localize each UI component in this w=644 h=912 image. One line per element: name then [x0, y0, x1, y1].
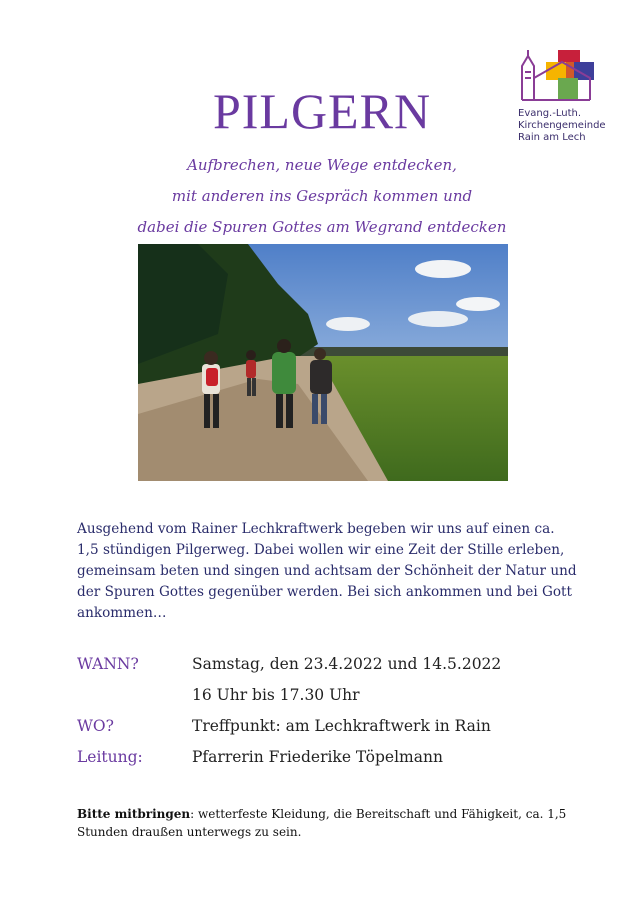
detail-value: Samstag, den 23.4.2022 und 14.5.2022: [192, 654, 502, 673]
page-title: PILGERN: [212, 83, 432, 139]
pilgrims-photo: [138, 244, 508, 481]
detail-label: WO?: [77, 716, 114, 735]
event-details: [77, 648, 597, 772]
detail-row-time: [77, 679, 597, 710]
intro-text: Ausgehend vom Rainer Lechkraftwerk begeben wir uns auf einen ca. 1,5 stündigen Pilgerweg. Dabei wollen wir eine Zeit der Stille erleben, gemeinsam beten und singen und achtsam der Schönheit der Natur und der Spuren Gottes gegenüber werden. Bei sich ankommen und bei Gott ankommen…: [77, 521, 577, 621]
detail-row-leader: [77, 741, 597, 772]
bring-along-note: [77, 805, 582, 841]
subtitle-line: Aufbrechen, neue Wege entdecken,: [187, 156, 457, 174]
subtitle-line: mit anderen ins Gespräch kommen und: [171, 187, 473, 205]
logo-line: Rain am Lech: [518, 132, 586, 143]
detail-label: Leitung:: [77, 747, 143, 766]
bring-text: : wetterfeste Kleidung, die Bereitschaft und Fähigkeit, ca. 1,5 Stunden draußen unterwegs zu sein.: [77, 807, 567, 839]
detail-value: Treffpunkt: am Lechkraftwerk in Rain: [192, 716, 491, 735]
subtitle: [0, 150, 644, 243]
bring-label: Bitte mitbringen: [77, 807, 191, 821]
detail-row-when: [77, 648, 597, 679]
detail-row-where: [77, 710, 597, 741]
subtitle-line: dabei die Spuren Gottes am Wegrand entdecken: [137, 218, 507, 236]
detail-label: WANN?: [77, 654, 139, 673]
detail-value: Pfarrerin Friederike Töpelmann: [192, 747, 443, 766]
logo-line: Kirchengemeinde: [518, 120, 606, 131]
logo-line: Evang.-Luth.: [518, 108, 582, 119]
detail-value: 16 Uhr bis 17.30 Uhr: [192, 685, 360, 704]
